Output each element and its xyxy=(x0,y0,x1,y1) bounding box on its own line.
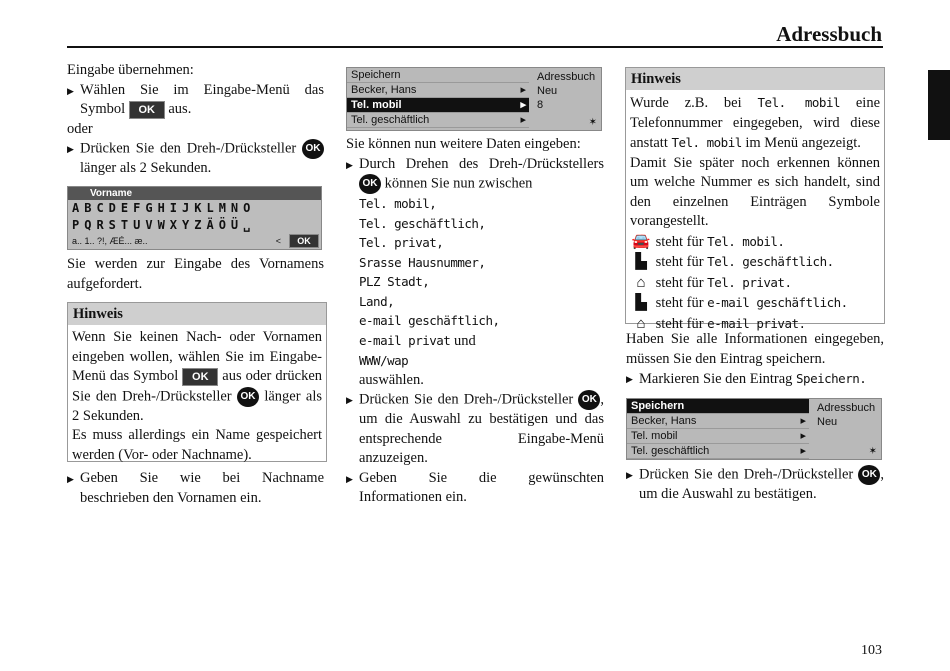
ok-symbol-icon: OK xyxy=(182,368,218,386)
hint-2-body: Wurde z.B. bei Tel. mobil eine Telefonnummer eingegeben, wird diese anstatt Tel. mobil im Menü angezeigt. Damit Sie später noch erkennen können um welche Nummer es sich handelt, sind den einzelnen Einträgen Symbole vorangestellt. 🚘 steht für Tel. mobil. ▙ steht für Tel. geschäftlich. ⌂ steht für Tel. privat. ▙ steht für e-mail geschäftlich. ⌂ steht für e-mail privat. xyxy=(626,90,884,337)
office-phone-icon: ▙ xyxy=(635,254,647,270)
symbol-legend-row: ⌂ steht für e-mail privat. xyxy=(630,314,880,335)
keyboard-header: Vorname xyxy=(68,187,321,200)
field-item: Tel. mobil, xyxy=(359,196,437,211)
hint-box-1 xyxy=(67,302,327,462)
menu-row: Speichern xyxy=(347,68,529,83)
symbol-legend-row: ▙ steht für Tel. geschäftlich. xyxy=(630,252,880,273)
column-3 xyxy=(626,330,884,390)
page-number: 103 xyxy=(861,643,882,658)
car-icon: 🚘 xyxy=(631,233,651,250)
symbol-legend-row: ⌂ steht für Tel. privat. xyxy=(630,273,880,294)
column-1 xyxy=(67,61,324,179)
col1-para-2-wrap xyxy=(67,255,324,294)
arrow-icon: ▸ xyxy=(800,430,806,442)
ok-symbol-icon: OK xyxy=(129,101,165,119)
col2-bullet-2: ▶ Drücken Sie den Dreh-/Drücksteller OK , um die Auswahl zu bestätigen und das entsprechende Eingabe-Menü anzuzeigen. xyxy=(346,390,604,469)
field-item: Srasse Hausnummer, xyxy=(359,254,486,270)
col1-bullet-1: ▶ Wählen Sie im Eingabe-Menü das Symbol OK aus. xyxy=(67,81,324,120)
arrow-icon: ▸ xyxy=(520,114,526,126)
menu-side-panel: Adressbuch Neu xyxy=(817,402,876,428)
section-tab-marker xyxy=(928,70,950,140)
keyboard-ok-button: OK xyxy=(289,234,319,248)
keyboard-row-1: ABCDEFGHIJKLMNO xyxy=(72,201,256,215)
col2-bullet-1: ▶ Durch Drehen des Dreh-/Drückstellers OK können Sie nun zwischen xyxy=(346,155,604,195)
ok-knob-icon: OK xyxy=(302,139,324,159)
col1-bottom xyxy=(67,469,324,508)
col3-intro: Haben Sie alle Informationen eingegeben, müssen Sie den Eintrag speichern. xyxy=(626,331,884,367)
col3-bullet-2: ▶ Drücken Sie den Dreh-/Drücksteller OK , um die Auswahl zu bestätigen. xyxy=(626,465,884,505)
col2-bullet-3: ▶ Geben Sie die gewünschten Informationen ein. xyxy=(346,469,604,508)
col1-para-2: Sie werden zur Eingabe des Vornamens aufgefordert. xyxy=(67,256,324,292)
col1-intro: Eingabe übernehmen: xyxy=(67,62,194,78)
ok-knob-icon: OK xyxy=(858,465,880,485)
menu-row: Becker, Hans ▸ xyxy=(627,414,809,429)
menu-row: Becker, Hans ▸ xyxy=(347,83,529,98)
bluetooth-icon: ✶ xyxy=(588,117,597,128)
column-2 xyxy=(346,135,604,508)
symbol-legend-row: 🚘 steht für Tel. mobil. xyxy=(630,232,880,253)
menu-row: Tel. geschäftlich ▸ xyxy=(627,444,809,459)
hint-box-2 xyxy=(625,67,885,332)
column-3-bottom xyxy=(626,465,884,505)
col1-bullet-3: ▶ Geben Sie wie bei Nachname beschrieben den Vornamen ein. xyxy=(67,469,324,508)
field-item: Tel. geschäftlich, xyxy=(359,215,486,231)
menu-screen-1 xyxy=(346,67,602,131)
symbol-legend-row: ▙ steht für e-mail geschäftlich. xyxy=(630,293,880,314)
ok-knob-icon: OK xyxy=(237,387,259,407)
name-input-screen xyxy=(67,186,322,250)
field-item: e-mail privat und xyxy=(359,332,476,349)
house-icon: ⌂ xyxy=(636,274,646,291)
menu-row: Tel. geschäftlich ▸ xyxy=(347,113,529,128)
arrow-icon: ▸ xyxy=(520,84,526,96)
col1-bullet-2: ▶ Drücken Sie den Dreh-/Drücksteller OK länger als 2 Sekunden. xyxy=(67,139,324,179)
col3-bullet-1: ▶ Markieren Sie den Eintrag Speichern. xyxy=(626,369,884,390)
hint-1-body: Wenn Sie keinen Nach- oder Vornamen eingeben wollen, wählen Sie im Eingabe-Menü das Symbol OK aus oder drücken Sie den Dreh-/Drücksteller OK länger als 2 Sekunden. Es muss allerdings ein Name gespeichert werden (Vor- oder Nachname). xyxy=(72,329,323,463)
col1-oder: oder xyxy=(67,120,93,137)
house-mail-icon: ⌂ xyxy=(636,315,646,332)
hint-2-title: Hinweis xyxy=(626,68,884,90)
field-item: Land, xyxy=(359,293,395,309)
ok-knob-icon: OK xyxy=(578,390,600,410)
arrow-icon: ▸ xyxy=(800,445,806,457)
ok-knob-icon: OK xyxy=(359,174,381,194)
field-item: WWW/wap xyxy=(359,353,409,368)
field-item: PLZ Stadt, xyxy=(359,274,430,289)
col2-intro: Sie können nun weitere Daten eingeben: xyxy=(346,136,581,152)
keyboard-row-2: PQRSTUVWXYZÄÖÜ␣ xyxy=(72,218,256,232)
menu-row-selected: Speichern xyxy=(627,399,809,414)
keyboard-row-3: a.. 1.. ?!, ÆÉ... æ.. < OK xyxy=(68,234,321,248)
field-list xyxy=(346,194,604,390)
header-rule xyxy=(67,46,883,48)
field-list-end: auswählen. xyxy=(359,371,424,388)
hint-1-title: Hinweis xyxy=(68,303,326,325)
office-mail-icon: ▙ xyxy=(635,295,647,311)
field-item: e-mail geschäftlich, xyxy=(359,313,500,328)
arrow-icon: ▸ xyxy=(800,415,806,427)
bluetooth-icon: ✶ xyxy=(868,446,877,457)
menu-row-selected: Tel. mobil ▸ xyxy=(347,98,529,113)
menu-side-panel: Adressbuch Neu 8 xyxy=(537,71,596,111)
menu-row: Tel. mobil ▸ xyxy=(627,429,809,444)
field-item: Tel. privat, xyxy=(359,235,444,250)
menu-screen-2 xyxy=(626,398,882,460)
page-title: Adressbuch xyxy=(776,22,882,46)
arrow-icon: ▸ xyxy=(520,99,526,111)
